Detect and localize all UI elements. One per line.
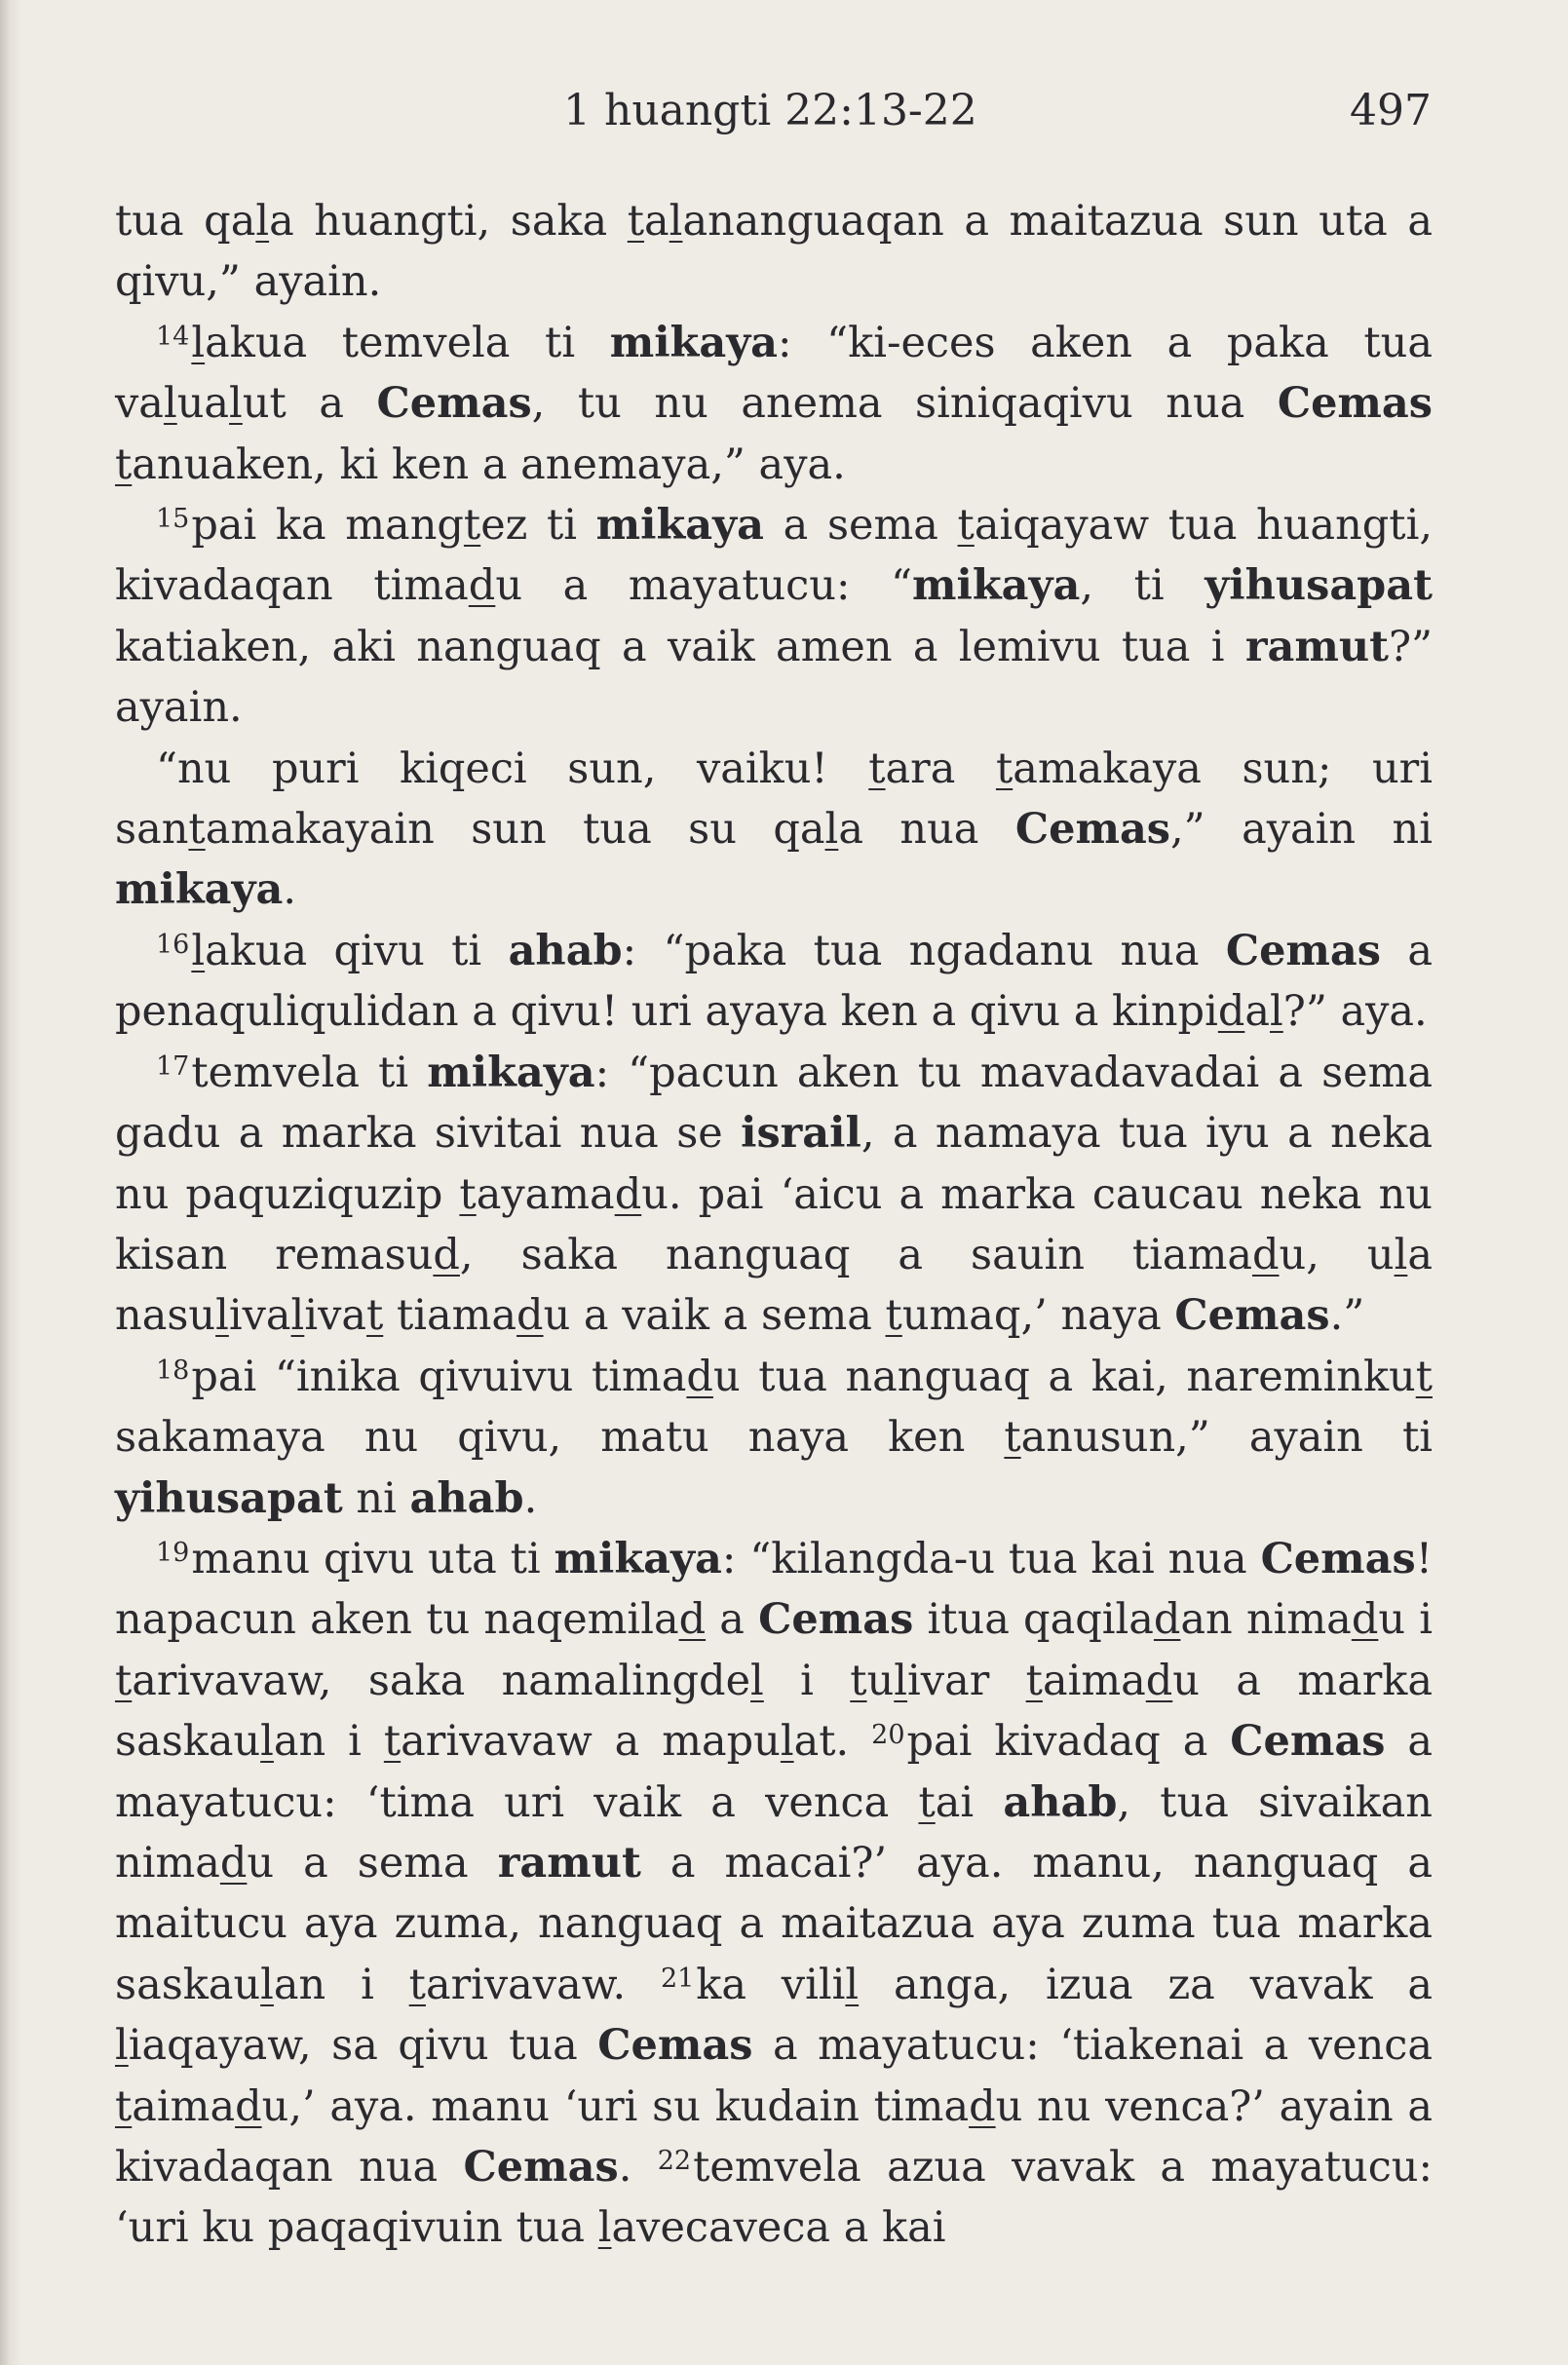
text-run: a bbox=[644, 197, 669, 246]
bold-name: mikaya bbox=[115, 865, 284, 915]
text-run: an i bbox=[273, 1717, 384, 1767]
bold-name: Cemas bbox=[1260, 1534, 1416, 1583]
text-run: aiqayaw tua huangti, kivadaqan tima bbox=[115, 501, 1433, 611]
paragraph-p15 bbox=[115, 495, 1433, 739]
underlined-letter: t bbox=[115, 1656, 133, 1705]
underlined-letter: l bbox=[215, 1291, 229, 1341]
underlined-letter: l bbox=[1394, 1230, 1408, 1279]
text-run: a huangti, saka bbox=[269, 197, 628, 246]
text-run: u nu venca?’ ayain a kivadaqan nua bbox=[115, 2081, 1434, 2192]
underlined-letter: l bbox=[163, 379, 177, 429]
bold-name: Cemas bbox=[376, 379, 532, 429]
text-run: a macai?’ aya. manu, nanguaq a maitucu aya zuma, nanguaq a maitazua aya zuma tua marka saskau bbox=[115, 1838, 1433, 2009]
underlined-letter: t bbox=[115, 2081, 133, 2131]
text-run: avecaveca a kai bbox=[611, 2203, 946, 2253]
underlined-letter: l bbox=[750, 1656, 764, 1705]
text-run: a sema bbox=[764, 501, 958, 551]
text-run: iva bbox=[228, 1291, 291, 1341]
text-run: , saka nanguaq a sauin tiama bbox=[459, 1230, 1252, 1279]
text-run: amakaya sun; uri san bbox=[115, 744, 1433, 855]
text-run: itua qaqila bbox=[913, 1595, 1154, 1645]
underlined-letter: l bbox=[824, 805, 839, 855]
bold-name: israil bbox=[741, 1109, 861, 1159]
underlined-letter: t bbox=[957, 501, 975, 551]
text-run: ayama bbox=[476, 1169, 615, 1219]
text-run: u a marka saskau bbox=[115, 1656, 1434, 1767]
text-run: u bbox=[866, 1656, 895, 1705]
underlined-letter: t bbox=[383, 1717, 402, 1767]
verse-number: 14 bbox=[156, 321, 190, 352]
verse-number: 21 bbox=[660, 1963, 695, 1994]
text-run: ananguaqan a maitazua sun uta a qivu,” ayain. bbox=[115, 197, 1433, 307]
text-run: “nu puri kiqeci sun, vaiku! bbox=[156, 744, 869, 793]
text-run: temvela ti bbox=[191, 1048, 428, 1097]
bold-name: mikaya bbox=[595, 501, 764, 551]
underlined-letter: l bbox=[191, 926, 206, 975]
text-run: , a namaya tua iyu a neka nu paquziquzip bbox=[115, 1109, 1433, 1219]
underlined-letter: t bbox=[850, 1656, 867, 1705]
text-run: a nua bbox=[838, 805, 1015, 855]
underlined-letter: t bbox=[408, 1960, 426, 2009]
text-run: ai bbox=[935, 1777, 1004, 1827]
text-run: pai “inika qivuivu tima bbox=[191, 1352, 687, 1401]
text-run: ka vili bbox=[696, 1960, 846, 2009]
page-number: 497 bbox=[1350, 86, 1432, 135]
underlined-letter: l bbox=[845, 1960, 860, 2009]
text-run: u i bbox=[1378, 1595, 1433, 1645]
text-run: katiaken, aki nanguaq a vaik amen a lemivu tua i bbox=[115, 622, 1245, 671]
text-run: : “paka tua ngadanu nua bbox=[622, 926, 1226, 975]
text-run: arivavaw, saka namalingde bbox=[132, 1656, 751, 1705]
bold-name: ahab bbox=[508, 926, 623, 975]
verse-number: 17 bbox=[156, 1050, 190, 1082]
underlined-letter: t bbox=[1415, 1352, 1433, 1401]
text-run: u a sema bbox=[247, 1838, 498, 1888]
text-run: u, u bbox=[1279, 1230, 1395, 1279]
text-run: u,’ aya. manu ‘uri su kudain tima bbox=[261, 2081, 970, 2131]
text-run: ivar bbox=[907, 1656, 1026, 1705]
verse-number: 18 bbox=[156, 1354, 190, 1386]
underlined-letter: l bbox=[260, 1960, 274, 2009]
bold-name: ramut bbox=[497, 1838, 641, 1888]
text-run: , ti bbox=[1080, 561, 1205, 611]
underlined-letter: d bbox=[1217, 987, 1245, 1037]
text-run: pai ka mang bbox=[191, 501, 464, 551]
text-run: aima bbox=[132, 2081, 236, 2131]
text-run: an nima bbox=[1180, 1595, 1352, 1645]
bold-name: ahab bbox=[1003, 1777, 1118, 1827]
underlined-letter: t bbox=[1004, 1413, 1021, 1463]
paragraph-p19 bbox=[115, 1529, 1433, 2259]
underlined-letter: l bbox=[1270, 987, 1283, 1037]
bold-name: yihusapat bbox=[115, 1473, 343, 1523]
text-run: aima bbox=[1042, 1656, 1146, 1705]
text-run: tua qa bbox=[115, 197, 256, 246]
text-run: a penaquliqulidan a qivu! uri ayaya ken a qivu a kinpi bbox=[115, 926, 1434, 1037]
underlined-letter: l bbox=[255, 197, 270, 246]
text-run: . bbox=[523, 1473, 538, 1523]
bold-name: Cemas bbox=[597, 2021, 753, 2071]
text-run: a nasu bbox=[115, 1230, 1433, 1341]
underlined-letter: d bbox=[433, 1230, 460, 1279]
body-text bbox=[115, 191, 1433, 2259]
bold-name: Cemas bbox=[1230, 1717, 1386, 1767]
underlined-letter: d bbox=[1351, 1595, 1379, 1645]
page-header bbox=[115, 86, 1432, 144]
verse-number: 15 bbox=[156, 504, 190, 535]
bold-name: ahab bbox=[409, 1473, 524, 1523]
underlined-letter: d bbox=[219, 1838, 248, 1888]
underlined-letter: d bbox=[1251, 1230, 1280, 1279]
underlined-letter: t bbox=[918, 1777, 936, 1827]
text-run: pai kivadaq a bbox=[906, 1717, 1231, 1767]
bold-name: mikaya bbox=[609, 318, 779, 367]
paragraph-p18 bbox=[115, 1347, 1433, 1529]
text-run: ut a bbox=[242, 379, 377, 429]
bold-name: Cemas bbox=[463, 2143, 619, 2192]
underlined-letter: t bbox=[885, 1291, 902, 1341]
underlined-letter: d bbox=[614, 1169, 642, 1219]
verse-number: 19 bbox=[156, 1537, 190, 1568]
underlined-letter: l bbox=[115, 2021, 129, 2071]
text-run: : “ki-eces aken a paka tua va bbox=[115, 318, 1433, 429]
underlined-letter: d bbox=[686, 1352, 713, 1401]
text-run: , tua sivaikan nima bbox=[115, 1777, 1434, 1888]
text-run: arivavaw. bbox=[425, 1960, 661, 2009]
text-run: ! napacun aken tu naqemila bbox=[115, 1534, 1433, 1645]
underlined-letter: t bbox=[188, 805, 206, 855]
paragraph-p14 bbox=[115, 313, 1433, 495]
text-run: anga, izua za vavak a bbox=[859, 1960, 1433, 2009]
text-run: a mayatucu: ‘tima uri vaik a venca bbox=[115, 1717, 1433, 1827]
underlined-letter: l bbox=[229, 379, 243, 429]
text-run: ez ti bbox=[480, 501, 596, 551]
underlined-letter: t bbox=[115, 439, 133, 489]
text-run: akua qivu ti bbox=[205, 926, 509, 975]
underlined-letter: t bbox=[366, 1291, 384, 1341]
text-run: iva bbox=[304, 1291, 366, 1341]
underlined-letter: l bbox=[191, 318, 206, 367]
paragraph-p17 bbox=[115, 1043, 1433, 1347]
text-run: akua temvela ti bbox=[205, 318, 610, 367]
bold-name: Cemas bbox=[1014, 805, 1171, 855]
text-run: u. pai ‘aicu a marka caucau neka nu kisan remasu bbox=[115, 1169, 1433, 1279]
paragraph-p15b bbox=[115, 739, 1433, 921]
text-run: u tua nanguaq a kai, nareminku bbox=[712, 1352, 1416, 1401]
text-run: ?” aya. bbox=[1282, 987, 1428, 1037]
underlined-letter: d bbox=[1153, 1595, 1181, 1645]
text-run: ,” ayain ni bbox=[1170, 805, 1434, 855]
paragraph-p16 bbox=[115, 921, 1433, 1043]
text-run: ?” ayain. bbox=[115, 622, 1433, 733]
text-run: . bbox=[618, 2143, 658, 2192]
underlined-letter: d bbox=[1145, 1656, 1173, 1705]
bold-name: Cemas bbox=[1225, 926, 1381, 975]
bold-name: ramut bbox=[1244, 622, 1389, 671]
underlined-letter: l bbox=[780, 1717, 794, 1767]
text-run: : “kilangda-u tua kai nua bbox=[721, 1534, 1261, 1583]
text-run: u a mayatucu: “ bbox=[495, 561, 913, 611]
text-run: manu qivu uta ti bbox=[191, 1534, 555, 1583]
bold-name: Cemas bbox=[1174, 1291, 1330, 1341]
text-run: sakamaya nu qivu, matu naya ken bbox=[115, 1413, 1005, 1463]
text-run: a mayatucu: ‘tiakenai a venca bbox=[752, 2021, 1433, 2071]
text-run: tiama bbox=[383, 1291, 517, 1341]
bold-name: yihusapat bbox=[1205, 561, 1433, 611]
bold-name: Cemas bbox=[758, 1595, 914, 1645]
running-title: 1 huangti 22:13-22 bbox=[563, 86, 977, 135]
text-run: a bbox=[1244, 987, 1270, 1037]
underlined-letter: t bbox=[463, 501, 481, 551]
underlined-letter: t bbox=[995, 744, 1013, 793]
text-run: . bbox=[283, 865, 297, 915]
underlined-letter: t bbox=[868, 744, 886, 793]
underlined-letter: d bbox=[678, 1595, 707, 1645]
underlined-letter: l bbox=[260, 1717, 274, 1767]
text-run: an i bbox=[273, 1960, 409, 2009]
verse-number: 22 bbox=[657, 2146, 692, 2176]
underlined-letter: t bbox=[627, 197, 645, 246]
text-run: ara bbox=[885, 744, 996, 793]
underlined-letter: l bbox=[597, 2203, 612, 2253]
underlined-letter: l bbox=[669, 197, 683, 246]
text-run: i bbox=[763, 1656, 851, 1705]
text-run: ni bbox=[342, 1473, 410, 1523]
underlined-letter: l bbox=[894, 1656, 908, 1705]
underlined-letter: d bbox=[969, 2081, 996, 2131]
text-run: at. bbox=[793, 1717, 872, 1767]
bold-name: Cemas bbox=[1277, 379, 1433, 429]
paragraph-p13 bbox=[115, 191, 1433, 313]
text-run: a bbox=[706, 1595, 759, 1645]
bold-name: mikaya bbox=[554, 1534, 722, 1583]
underlined-letter: d bbox=[468, 561, 496, 611]
underlined-letter: t bbox=[459, 1169, 477, 1219]
text-run: anuaken, ki ken a anemaya,” aya. bbox=[132, 439, 846, 489]
text-run: anusun,” ayain ti bbox=[1020, 1413, 1433, 1463]
text-run: .” bbox=[1329, 1291, 1365, 1341]
underlined-letter: d bbox=[516, 1291, 544, 1341]
underlined-letter: t bbox=[1025, 1656, 1043, 1705]
text-run: temvela azua vavak a mayatucu: ‘uri ku paqaqivuin tua bbox=[115, 2143, 1433, 2253]
text-run: amakayain sun tua su qa bbox=[205, 805, 825, 855]
bold-name: mikaya bbox=[912, 561, 1081, 611]
underlined-letter: d bbox=[235, 2081, 262, 2131]
text-run: u a vaik a sema bbox=[543, 1291, 886, 1341]
text-run: ua bbox=[176, 379, 230, 429]
bold-name: mikaya bbox=[427, 1048, 595, 1097]
verse-number: 20 bbox=[871, 1720, 905, 1751]
verse-number: 16 bbox=[156, 929, 190, 960]
text-run: umaq,’ naya bbox=[901, 1291, 1175, 1341]
text-run: arivavaw a mapu bbox=[401, 1717, 781, 1767]
underlined-letter: l bbox=[290, 1291, 305, 1341]
text-run: : “pacun aken tu mavadavadai a sema gadu a marka sivitai nua se bbox=[115, 1048, 1434, 1159]
text-run: , tu nu anema siniqaqivu nua bbox=[531, 379, 1278, 429]
text-run: iaqayaw, sa qivu tua bbox=[128, 2021, 598, 2071]
